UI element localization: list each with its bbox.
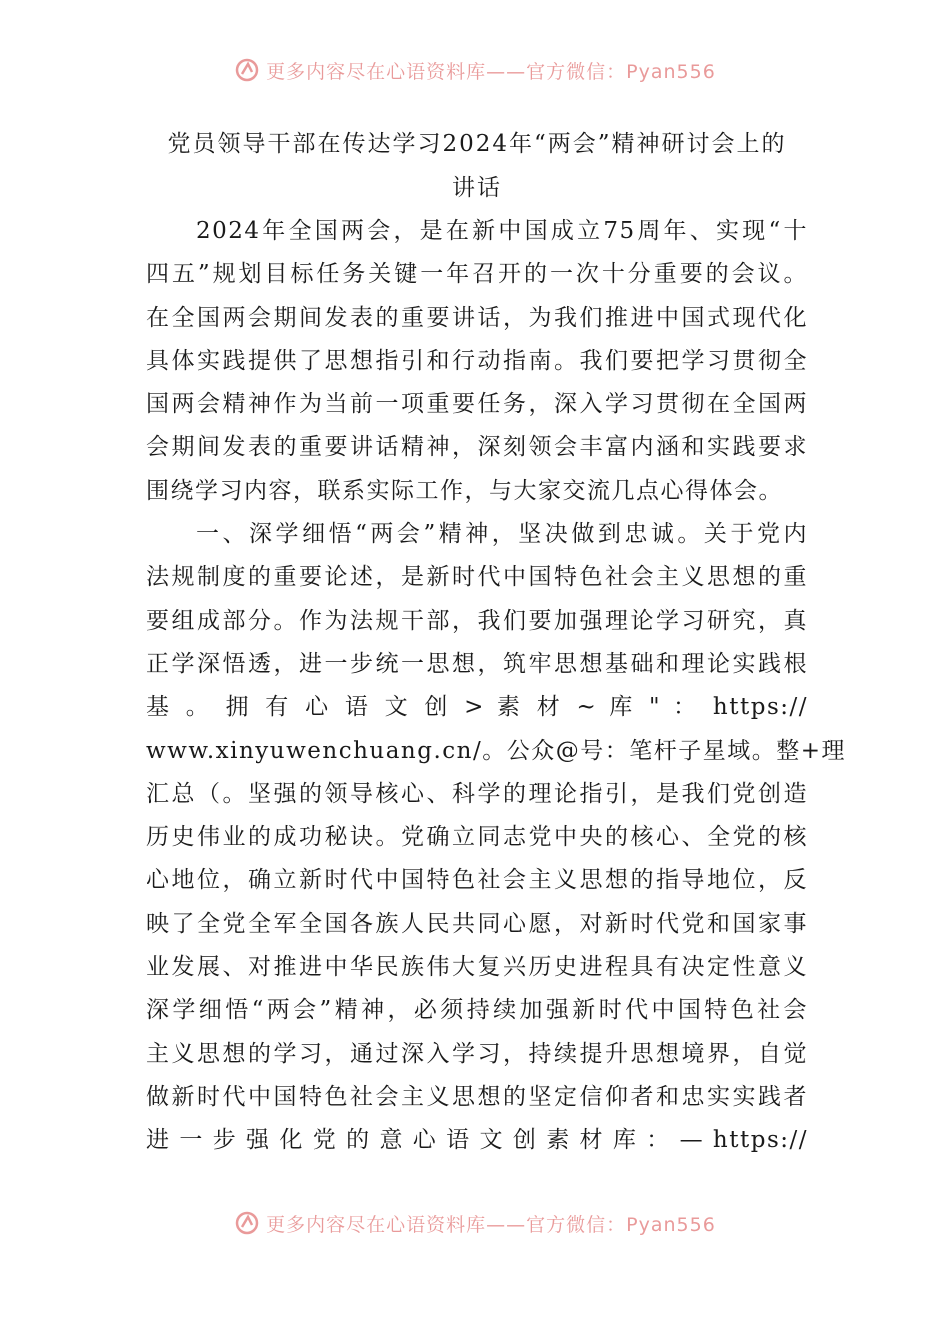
text-line: 一、深学细悟“两会”精神，坚决做到忠诚。关于党内 [196, 521, 808, 548]
logo-icon [234, 57, 260, 83]
text-line: 业发展、对推进中华民族伟大复兴历史进程具有决定性意义 [146, 954, 808, 981]
document-title-line-1: 党员领导干部在传达学习2024年“两会”精神研讨会上的 [167, 131, 787, 157]
text-line: 国两会精神作为当前一项重要任务，深入学习贯彻在全国两 [146, 391, 808, 418]
text-line: 2024年全国两会，是在新中国成立75周年、实现“十 [196, 218, 808, 244]
document-page [146, 122, 846, 1163]
document-title-line-2: 讲话 [452, 175, 502, 201]
text-line: 心地位，确立新时代中国特色社会主义思想的指导地位，反 [146, 867, 808, 894]
text-line: 基 。 拥 有 心 语 文 创 > 素 材 ~ 库 " ： https:// [146, 694, 808, 721]
text-line: 会期间发表的重要讲话精神，深刻领会丰富内涵和实践要求 [146, 434, 808, 461]
paragraph-section-one [146, 513, 846, 1162]
text-line: 主义思想的学习，通过深入学习，持续提升思想境界，自觉 [146, 1040, 808, 1067]
logo-icon [234, 1210, 260, 1236]
text-line: 深学细悟“两会”精神，必须持续加强新时代中国特色社会 [146, 997, 808, 1024]
text-line: 进 一 步 强 化 党 的 意 心 语 文 创 素 材 库 ： — https:// [146, 1127, 808, 1154]
text-line: 具体实践提供了思想指引和行动指南。我们要把学习贯彻全 [146, 347, 808, 374]
paragraph-intro [146, 210, 808, 513]
text-line: 历史伟业的成功秘诀。党确立同志党中央的核心、全党的核 [146, 824, 808, 851]
footer-watermark-banner [0, 1203, 950, 1243]
text-line: 做新时代中国特色社会主义思想的坚定信仰者和忠实实践者 [146, 1083, 808, 1110]
banner-text: 更多内容尽在心语资料库——官方微信：Pyan556 [266, 1213, 716, 1236]
text-line: 围绕学习内容，联系实际工作，与大家交流几点心得体会。 [146, 477, 783, 504]
text-line: 要组成部分。作为法规干部，我们要加强理论学习研究，真 [146, 607, 808, 634]
text-line: www.xinyuwenchuang.cn/。公众@号：笔杆子星域。整+理 [146, 737, 846, 764]
text-line: 四五”规划目标任务关键一年召开的一次十分重要的会议。 [146, 261, 808, 288]
text-line: 在全国两会期间发表的重要讲话，为我们推进中国式现代化 [146, 304, 808, 331]
text-line: 汇总（。坚强的领导核心、科学的理论指引，是我们党创造 [146, 780, 808, 807]
banner-text: 更多内容尽在心语资料库——官方微信：Pyan556 [266, 60, 716, 83]
text-line: 映了全党全军全国各族人民共同心愿，对新时代党和国家事 [146, 910, 808, 937]
text-line: 正学深悟透，进一步统一思想，筑牢思想基础和理论实践根 [146, 650, 808, 677]
header-watermark-banner [0, 50, 950, 90]
text-line: 法规制度的重要论述，是新时代中国特色社会主义思想的重 [146, 564, 808, 591]
